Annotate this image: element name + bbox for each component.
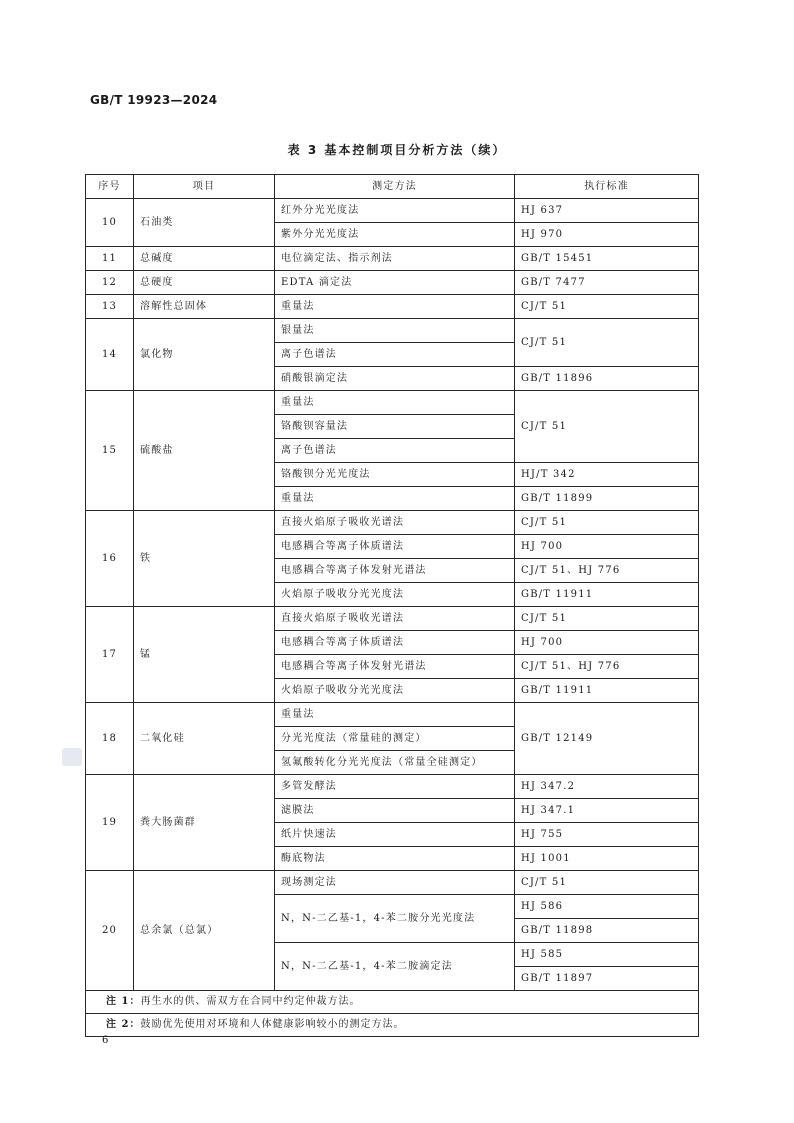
item-name: 总硬度	[134, 271, 275, 295]
table-row	[86, 703, 699, 727]
table-header-row	[86, 175, 699, 199]
standard-cell: CJ/T 51	[515, 319, 699, 367]
standard-code: GB/T 19923—2024	[90, 93, 218, 107]
note-label: 注 1：	[106, 996, 141, 1007]
standard-cell: GB/T 12149	[515, 703, 699, 775]
standard-cell: HJ 347.2	[515, 775, 699, 799]
page-number: 6	[102, 1035, 109, 1046]
method-cell: 重量法	[275, 487, 515, 511]
standard-cell: HJ 637	[515, 199, 699, 223]
standard-cell: GB/T 11897	[515, 967, 699, 991]
method-cell: 火焰原子吸收分光光度法	[275, 679, 515, 703]
method-cell: 分光光度法（常量硅的测定）	[275, 727, 515, 751]
item-name: 硫酸盐	[134, 391, 275, 511]
standard-cell: CJ/T 51	[515, 391, 699, 463]
method-cell: 电感耦合等离子体发射光谱法	[275, 655, 515, 679]
table-row	[86, 271, 699, 295]
method-cell: 电感耦合等离子体发射光谱法	[275, 559, 515, 583]
note-text: 再生水的供、需双方在合同中约定仲裁方法。	[140, 996, 361, 1007]
table-row	[86, 295, 699, 319]
method-cell: 现场测定法	[275, 871, 515, 895]
standard-cell: GB/T 11911	[515, 583, 699, 607]
item-name: 石油类	[134, 199, 275, 247]
method-cell: 银量法	[275, 319, 515, 343]
standard-cell: HJ 586	[515, 895, 699, 919]
method-cell: 紫外分光光度法	[275, 223, 515, 247]
note-row	[86, 991, 699, 1014]
method-cell: 氢氟酸转化分光光度法（常量全硅测定）	[275, 751, 515, 775]
method-cell: 硝酸银滴定法	[275, 367, 515, 391]
item-name: 粪大肠菌群	[134, 775, 275, 871]
standard-cell: HJ/T 342	[515, 463, 699, 487]
row-number: 19	[86, 775, 134, 871]
standard-cell: HJ 700	[515, 631, 699, 655]
method-cell: EDTA 滴定法	[275, 271, 515, 295]
note-2	[86, 1014, 699, 1037]
method-cell: 重量法	[275, 703, 515, 727]
watermark-badge	[62, 748, 82, 766]
method-cell: 直接火焰原子吸收光谱法	[275, 511, 515, 535]
standard-cell: CJ/T 51、HJ 776	[515, 559, 699, 583]
column-header-method: 测定方法	[275, 175, 515, 199]
standard-cell: HJ 700	[515, 535, 699, 559]
standard-cell: HJ 755	[515, 823, 699, 847]
table-row	[86, 319, 699, 343]
method-cell: 电位滴定法、指示剂法	[275, 247, 515, 271]
row-number: 12	[86, 271, 134, 295]
table-row	[86, 247, 699, 271]
standard-cell: GB/T 11898	[515, 919, 699, 943]
row-number: 17	[86, 607, 134, 703]
method-cell: 重量法	[275, 391, 515, 415]
method-cell: N，N-二乙基-1，4-苯二胺分光光度法	[275, 895, 515, 943]
standard-cell: CJ/T 51	[515, 511, 699, 535]
item-name: 二氧化硅	[134, 703, 275, 775]
method-cell: 红外分光光度法	[275, 199, 515, 223]
method-cell: 重量法	[275, 295, 515, 319]
table-row	[86, 607, 699, 631]
table-row	[86, 775, 699, 799]
row-number: 15	[86, 391, 134, 511]
standard-cell: HJ 585	[515, 943, 699, 967]
method-cell: 铬酸钡容量法	[275, 415, 515, 439]
note-row	[86, 1014, 699, 1037]
standard-cell: GB/T 11899	[515, 487, 699, 511]
row-number: 11	[86, 247, 134, 271]
standard-cell: CJ/T 51	[515, 871, 699, 895]
item-name: 铁	[134, 511, 275, 607]
table-row	[86, 871, 699, 895]
table-row	[86, 199, 699, 223]
table-row	[86, 391, 699, 415]
item-name: 总余氯（总氯）	[134, 871, 275, 991]
method-cell: 电感耦合等离子体质谱法	[275, 631, 515, 655]
method-cell: 直接火焰原子吸收光谱法	[275, 607, 515, 631]
standard-cell: GB/T 15451	[515, 247, 699, 271]
item-name: 锰	[134, 607, 275, 703]
item-name: 总碱度	[134, 247, 275, 271]
note-1	[86, 991, 699, 1014]
standard-cell: HJ 970	[515, 223, 699, 247]
table-row	[86, 511, 699, 535]
method-cell: 火焰原子吸收分光光度法	[275, 583, 515, 607]
method-cell: N，N-二乙基-1，4-苯二胺滴定法	[275, 943, 515, 991]
standard-cell: HJ 347.1	[515, 799, 699, 823]
standard-cell: HJ 1001	[515, 847, 699, 871]
standard-cell: CJ/T 51、HJ 776	[515, 655, 699, 679]
method-cell: 纸片快速法	[275, 823, 515, 847]
standard-cell: GB/T 11911	[515, 679, 699, 703]
table-title: 表 3 基本控制项目分析方法（续）	[287, 143, 507, 157]
item-name: 氯化物	[134, 319, 275, 391]
method-cell: 多管发酵法	[275, 775, 515, 799]
row-number: 20	[86, 871, 134, 991]
column-header-item: 项目	[134, 175, 275, 199]
analysis-methods-table	[85, 174, 699, 1037]
row-number: 18	[86, 703, 134, 775]
method-cell: 滤膜法	[275, 799, 515, 823]
method-cell: 离子色谱法	[275, 439, 515, 463]
standard-cell: GB/T 11896	[515, 367, 699, 391]
column-header-standard: 执行标准	[515, 175, 699, 199]
note-label: 注 2：	[106, 1019, 141, 1030]
item-name: 溶解性总固体	[134, 295, 275, 319]
note-text: 鼓励优先使用对环境和人体健康影响较小的测定方法。	[140, 1019, 405, 1030]
standard-cell: CJ/T 51	[515, 607, 699, 631]
row-number: 16	[86, 511, 134, 607]
method-cell: 电感耦合等离子体质谱法	[275, 535, 515, 559]
row-number: 10	[86, 199, 134, 247]
column-header-no: 序号	[86, 175, 134, 199]
method-cell: 离子色谱法	[275, 343, 515, 367]
method-cell: 铬酸钡分光光度法	[275, 463, 515, 487]
row-number: 13	[86, 295, 134, 319]
row-number: 14	[86, 319, 134, 391]
standard-cell: GB/T 7477	[515, 271, 699, 295]
standard-cell: CJ/T 51	[515, 295, 699, 319]
method-cell: 酶底物法	[275, 847, 515, 871]
